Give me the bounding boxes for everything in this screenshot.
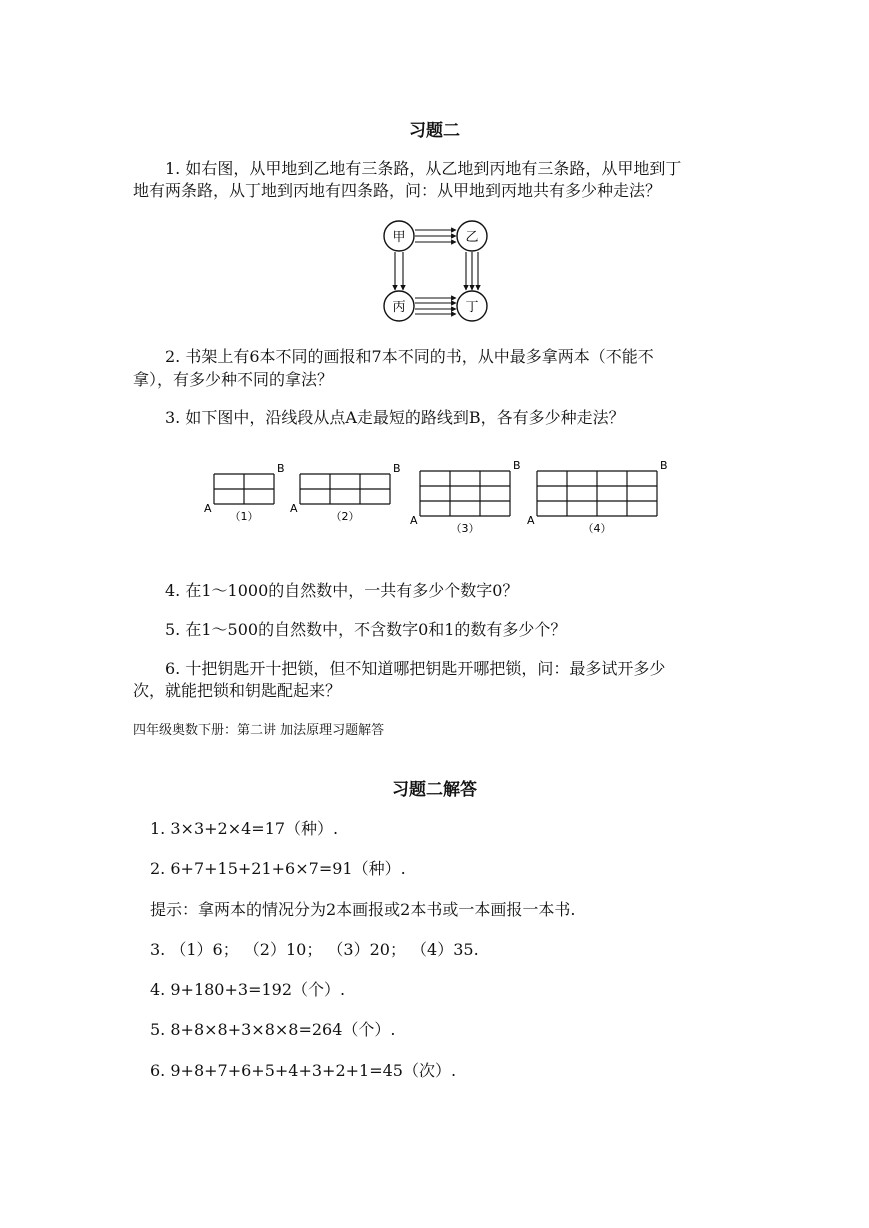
question-2-line-1: 2. 书架上有6本不同的画报和7本不同的书，从中最多拿两本（不能不 xyxy=(165,347,654,366)
grid-2-caption: （2） xyxy=(330,510,360,523)
route-diagram xyxy=(375,215,505,327)
arrows-jia-bing xyxy=(395,252,403,290)
node-yi-label: 乙 xyxy=(465,230,479,245)
answer-4: 4. 9+180+3=192（个）. xyxy=(150,980,346,999)
grid-4-point-a: A xyxy=(527,514,535,527)
grid-3 xyxy=(410,459,521,535)
answer-2-hint: 提示：拿两本的情况分为2本画报或2本书或一本画报一本书. xyxy=(150,900,576,919)
grid-4-point-b: B xyxy=(660,459,668,472)
answer-1: 1. 3×3+2×4=17（种）. xyxy=(150,819,339,838)
grid-1-caption: （1） xyxy=(229,510,259,523)
answer-2: 2. 6+7+15+21+6×7=91（种）. xyxy=(150,859,406,878)
answer-6: 6. 9+8+7+6+5+4+3+2+1=45（次）. xyxy=(150,1061,457,1080)
answers-title: 习题二解答 xyxy=(392,780,477,800)
grid-2-point-a: A xyxy=(290,502,298,515)
exercise-title: 习题二 xyxy=(409,121,460,141)
arrows-jia-yi xyxy=(415,230,456,242)
node-ding-label: 丁 xyxy=(465,300,479,315)
grid-1-point-a: A xyxy=(204,502,212,515)
question-1-line-2: 地有两条路，从丁地到丙地有四条路，问：从甲地到丙地共有多少种走法？ xyxy=(133,181,662,200)
question-6-line-2: 次，就能把锁和钥匙配起来？ xyxy=(133,681,342,700)
grid-3-point-b: B xyxy=(513,459,521,472)
grid-3-caption: （3） xyxy=(450,522,480,535)
question-5: 5. 在1～500的自然数中，不含数字0和1的数有多少个？ xyxy=(165,620,567,639)
grid-4 xyxy=(527,459,668,535)
grid-3-point-a: A xyxy=(410,514,418,527)
question-2-line-2: 拿），有多少种不同的拿法？ xyxy=(133,370,334,389)
arrows-bing-ding xyxy=(415,298,456,314)
grid-1 xyxy=(204,462,285,523)
grid-4-caption: （4） xyxy=(582,522,612,535)
source-line: 四年级奥数下册：第二讲 加法原理习题解答 xyxy=(133,723,385,738)
node-bing-label: 丙 xyxy=(392,300,406,315)
grid-2 xyxy=(290,462,401,523)
question-4: 4. 在1～1000的自然数中，一共有多少个数字0？ xyxy=(165,581,519,600)
grid-1-point-b: B xyxy=(277,462,285,475)
question-1-line-1: 1. 如右图，从甲地到乙地有三条路，从乙地到丙地有三条路，从甲地到丁 xyxy=(165,159,682,178)
node-jia-label: 甲 xyxy=(392,230,406,245)
question-6-line-1: 6. 十把钥匙开十把锁，但不知道哪把钥匙开哪把锁，问：最多试开多少 xyxy=(165,659,666,678)
grid-2-point-b: B xyxy=(393,462,401,475)
answer-5: 5. 8+8×8+3×8×8=264（个）. xyxy=(150,1020,396,1039)
answer-3: 3. （1）6； （2）10； （3）20； （4）35. xyxy=(150,940,479,959)
arrows-yi-ding xyxy=(466,252,478,290)
question-3: 3. 如下图中，沿线段从点A走最短的路线到B，各有多少种走法？ xyxy=(165,408,625,427)
grid-diagrams xyxy=(200,452,680,536)
